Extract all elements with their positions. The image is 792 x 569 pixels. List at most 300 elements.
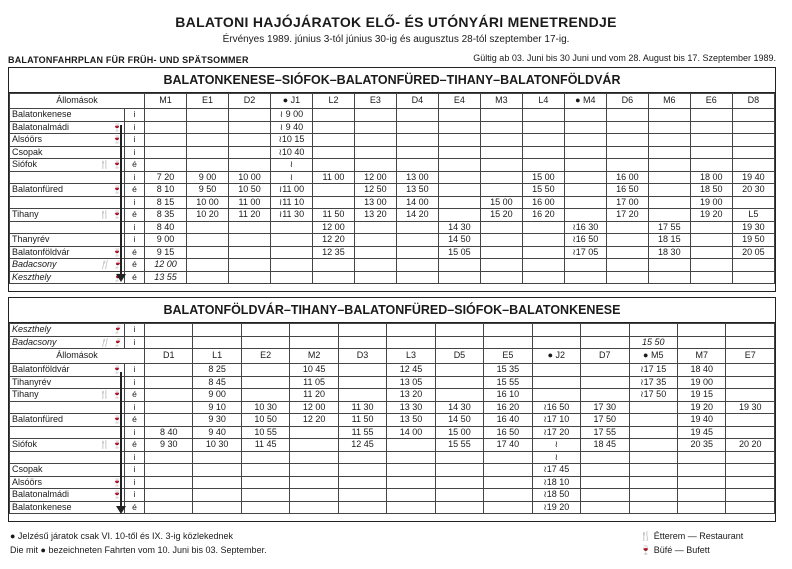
column-header: E6 [690,94,732,109]
time-cell [145,414,193,427]
time-cell: 19 20 [677,401,725,414]
time-cell: 12 00 [145,259,187,272]
time-cell: ≀16 50 [532,401,580,414]
footnote-hu: ● Jelzésű járatok csak VI. 10-től és IX. 3-ig közlekednek [10,531,234,541]
time-cell [726,324,775,337]
time-cell [387,451,435,464]
time-cell: 9 50 [187,184,229,197]
station-name: Tihany 🍴 🍷 [10,389,125,402]
time-cell: 12 00 [290,401,338,414]
service-icons: 🍷 [112,325,122,334]
time-cell [193,489,241,502]
time-cell: 9 00 [187,171,229,184]
time-cell [145,464,193,477]
time-cell [354,246,396,259]
service-icons: 🍷 [112,490,122,499]
column-header: ● M5 [629,349,677,364]
time-cell [338,324,386,337]
time-cell: 10 45 [290,364,338,377]
time-cell [241,489,289,502]
time-cell [270,259,312,272]
time-cell [228,109,270,122]
time-cell [732,146,774,159]
table-row [10,171,775,184]
time-cell [354,134,396,147]
time-cell [732,121,774,134]
time-cell: 15 00 [522,171,564,184]
time-cell: 17 50 [581,414,629,427]
time-cell [290,451,338,464]
station-name: Balatonfüred 🍷 [10,414,125,427]
time-cell [187,159,229,172]
arrive-depart-marker: i [125,324,145,337]
station-name: Badacsony 🍴 🍷 [10,259,125,272]
time-cell [532,389,580,402]
service-icons: 🍷 [112,477,122,487]
table-row [10,336,775,349]
time-cell: 20 35 [677,439,725,452]
time-cell [241,376,289,389]
time-cell [677,501,725,514]
table-row [10,376,775,389]
time-cell: 17 55 [648,221,690,234]
time-cell [732,196,774,209]
table-row [10,134,775,147]
time-cell: 8 35 [145,209,187,222]
time-cell [726,464,775,477]
arrive-depart-marker: i [125,489,145,502]
time-cell [338,364,386,377]
time-cell: 19 45 [677,426,725,439]
time-cell: 15 00 [480,196,522,209]
time-cell [629,451,677,464]
time-cell [187,234,229,247]
time-cell: 20 30 [732,184,774,197]
time-cell [581,501,629,514]
time-cell: 13 00 [354,196,396,209]
arrive-depart-marker: i [125,451,145,464]
time-cell [228,259,270,272]
time-cell: ≀16 30 [564,221,606,234]
time-cell [193,476,241,489]
time-cell: 16 10 [484,389,532,402]
time-cell [522,146,564,159]
time-cell [145,121,187,134]
column-header: D8 [732,94,774,109]
time-cell: 11 50 [338,414,386,427]
service-icons: 🍷 [112,122,122,132]
table-row [10,259,775,272]
time-cell: 8 10 [145,184,187,197]
time-cell [435,476,483,489]
time-cell [690,121,732,134]
time-cell [629,324,677,337]
time-cell [354,221,396,234]
arrive-depart-marker: é [125,414,145,427]
time-cell [484,336,532,349]
arrive-depart-marker: é [125,271,145,284]
station-name: Alsóörs 🍷 [10,134,125,147]
time-cell [387,439,435,452]
station-name: Thanyrév [10,234,125,247]
station-name: Csopak [10,146,125,159]
time-cell [396,221,438,234]
table-row [10,389,775,402]
time-cell: 9 30 [145,439,193,452]
time-cell: ≀ 9 00 [270,109,312,122]
time-cell: 11 00 [228,196,270,209]
column-header: D4 [396,94,438,109]
time-cell [606,159,648,172]
time-cell [312,271,354,284]
column-header: L4 [522,94,564,109]
time-cell [228,146,270,159]
time-cell: ≀17 45 [532,464,580,477]
time-cell [480,246,522,259]
time-cell: 13 20 [354,209,396,222]
time-cell [435,501,483,514]
time-cell [564,121,606,134]
time-cell [480,121,522,134]
time-cell: 11 50 [312,209,354,222]
time-cell [606,234,648,247]
time-cell [338,376,386,389]
time-cell [312,196,354,209]
time-cell [690,134,732,147]
time-cell: 18 30 [648,246,690,259]
time-cell: 18 15 [648,234,690,247]
time-cell [241,501,289,514]
time-cell [241,476,289,489]
time-cell [145,159,187,172]
time-cell [726,389,775,402]
table-row [10,221,775,234]
time-cell [241,336,289,349]
arrive-depart-marker: é [125,184,145,197]
column-header: E2 [241,349,289,364]
time-cell [354,234,396,247]
time-cell: 20 20 [726,439,775,452]
time-cell [606,109,648,122]
service-icons: 🍴 🍷 [99,210,122,219]
time-cell [435,389,483,402]
time-cell: ≀17 15 [629,364,677,377]
arrive-depart-marker: i [125,234,145,247]
time-cell: ≀11 00 [270,184,312,197]
time-cell: 10 55 [241,426,289,439]
time-cell [145,364,193,377]
time-cell [228,221,270,234]
time-cell [480,159,522,172]
time-cell [690,271,732,284]
time-cell [438,209,480,222]
column-header: M3 [480,94,522,109]
time-cell [396,146,438,159]
time-cell [732,159,774,172]
time-cell [338,464,386,477]
time-cell [484,464,532,477]
column-header: L1 [193,349,241,364]
arrive-depart-marker: i [125,146,145,159]
time-cell [241,464,289,477]
time-cell: 12 45 [338,439,386,452]
arrive-depart-marker: i [125,221,145,234]
time-cell [187,246,229,259]
column-header: E1 [187,94,229,109]
time-cell [648,121,690,134]
service-icons: 🍴 🍷 [99,337,122,347]
time-cell: 18 40 [677,364,725,377]
time-cell [290,489,338,502]
service-icons: 🍷 [112,415,122,424]
time-cell [690,221,732,234]
time-cell [396,259,438,272]
column-header: M6 [648,94,690,109]
time-cell [145,376,193,389]
time-cell [484,476,532,489]
time-cell [228,134,270,147]
time-cell: 17 55 [581,426,629,439]
arrive-depart-marker: é [125,259,145,272]
time-cell [145,134,187,147]
time-cell [564,146,606,159]
header-row [10,94,775,109]
time-cell: 14 50 [438,234,480,247]
time-cell [435,364,483,377]
time-cell [396,134,438,147]
time-cell [187,221,229,234]
time-cell [564,159,606,172]
time-cell [726,364,775,377]
arrive-depart-marker: é [125,159,145,172]
time-cell: 19 40 [677,414,725,427]
table-row [10,414,775,427]
time-cell [522,221,564,234]
timetable-2 [9,323,775,514]
arrive-depart-marker: i [125,171,145,184]
arrive-depart-marker: i [125,464,145,477]
time-cell: 12 35 [312,246,354,259]
time-cell [480,221,522,234]
time-cell: 15 50 [629,336,677,349]
time-cell: 13 05 [387,376,435,389]
table-row [10,184,775,197]
time-cell [522,234,564,247]
time-cell [187,259,229,272]
time-cell [480,234,522,247]
time-cell [690,246,732,259]
station-name: Balatonfüred 🍷 [10,184,125,197]
time-cell [438,159,480,172]
table-row [10,121,775,134]
table-row [10,364,775,377]
time-cell: ≀17 20 [532,426,580,439]
time-cell [290,439,338,452]
column-header: ● J2 [532,349,580,364]
arrive-depart-marker: i [125,121,145,134]
time-cell: 12 00 [312,221,354,234]
time-cell [480,171,522,184]
time-cell [677,489,725,502]
time-cell [396,234,438,247]
column-header: E7 [726,349,775,364]
direction-arrow-1 [120,125,122,275]
time-cell [648,184,690,197]
time-cell [312,259,354,272]
time-cell [564,259,606,272]
footnote-de: Die mit ● bezeichneten Fahrten vom 10. Juni bis 03. September. [10,545,267,555]
title-de: BALATONFAHRPLAN FÜR FRÜH- UND SPÄTSOMMER [8,55,249,65]
time-cell [564,184,606,197]
time-cell [690,159,732,172]
time-cell [532,376,580,389]
time-cell: 14 30 [438,221,480,234]
time-cell [606,259,648,272]
time-cell: 11 05 [290,376,338,389]
arrive-depart-marker: i [125,134,145,147]
time-cell: 10 50 [228,184,270,197]
time-cell [435,489,483,502]
time-cell: 13 50 [396,184,438,197]
time-cell [270,271,312,284]
time-cell [677,324,725,337]
table-row [10,476,775,489]
time-cell [312,184,354,197]
time-cell: ≀ 9 40 [270,121,312,134]
stations-header: Állomások [10,94,145,109]
time-cell: 13 20 [387,389,435,402]
time-cell [564,171,606,184]
legend-bufe: 🍷 Büfé — Bufett [640,545,710,555]
direction-arrowhead-2 [116,506,126,514]
time-cell [290,426,338,439]
time-cell: ≀ [532,451,580,464]
time-cell [732,134,774,147]
time-cell [522,159,564,172]
time-cell: 11 00 [312,171,354,184]
time-cell [387,489,435,502]
time-cell: 11 45 [241,439,289,452]
time-cell [312,121,354,134]
time-cell: ≀ [532,439,580,452]
time-cell: ≀18 10 [532,476,580,489]
time-cell [581,451,629,464]
time-cell: ≀19 20 [532,501,580,514]
time-cell [396,246,438,259]
time-cell [228,121,270,134]
time-cell: 14 00 [396,196,438,209]
column-header: E4 [438,94,480,109]
time-cell [193,324,241,337]
time-cell: 8 40 [145,426,193,439]
service-icons: 🍷 [112,185,122,194]
time-cell [290,336,338,349]
time-cell [354,271,396,284]
time-cell: 15 55 [484,376,532,389]
time-cell [241,389,289,402]
arrive-depart-marker: é [125,209,145,222]
column-header: M1 [145,94,187,109]
time-cell [581,464,629,477]
station-name [10,221,125,234]
column-header: M7 [677,349,725,364]
time-cell [532,324,580,337]
time-cell [564,109,606,122]
station-name: Balatonalmádi 🍷 [10,121,125,134]
time-cell: 16 50 [484,426,532,439]
time-cell: 10 00 [228,171,270,184]
time-cell: 18 50 [690,184,732,197]
time-cell [522,271,564,284]
table-row [10,426,775,439]
time-cell: ≀ [270,159,312,172]
time-cell [145,401,193,414]
time-cell [726,376,775,389]
time-cell [726,336,775,349]
time-cell [193,336,241,349]
time-cell [354,109,396,122]
table-row [10,209,775,222]
time-cell [435,376,483,389]
time-cell [338,501,386,514]
time-cell [581,476,629,489]
time-cell: 11 30 [338,401,386,414]
time-cell [387,464,435,477]
station-name [10,171,125,184]
time-cell [338,451,386,464]
time-cell [629,476,677,489]
time-cell [690,234,732,247]
station-name: Tihany 🍴 🍷 [10,209,125,222]
service-icons: 🍷 [112,247,122,257]
station-name: Siófok 🍴 🍷 [10,159,125,172]
time-cell: 18 45 [581,439,629,452]
time-cell [606,246,648,259]
time-cell [480,259,522,272]
time-cell: 17 30 [581,401,629,414]
time-cell [648,209,690,222]
station-name: Balatonkenese [10,109,125,122]
time-cell [312,146,354,159]
column-header: ● J1 [270,94,312,109]
time-cell: 16 00 [522,196,564,209]
time-cell: 9 15 [145,246,187,259]
time-cell: 16 20 [484,401,532,414]
arrive-depart-marker: i [125,376,145,389]
time-cell [396,271,438,284]
time-cell: 10 00 [187,196,229,209]
time-cell [726,489,775,502]
direction-arrow-2 [120,372,122,507]
arrive-depart-marker: i [125,109,145,122]
time-cell [435,464,483,477]
time-cell: 19 30 [732,221,774,234]
station-name: Tihanyrév [10,376,125,389]
time-cell [145,336,193,349]
time-cell [354,159,396,172]
time-cell [145,451,193,464]
time-cell [435,336,483,349]
time-cell: 19 50 [732,234,774,247]
time-cell: 19 00 [677,376,725,389]
time-cell: 16 40 [484,414,532,427]
time-cell: 19 20 [690,209,732,222]
time-cell: 9 00 [193,389,241,402]
time-cell [438,146,480,159]
time-cell: 12 20 [312,234,354,247]
time-cell [193,451,241,464]
time-cell [564,134,606,147]
